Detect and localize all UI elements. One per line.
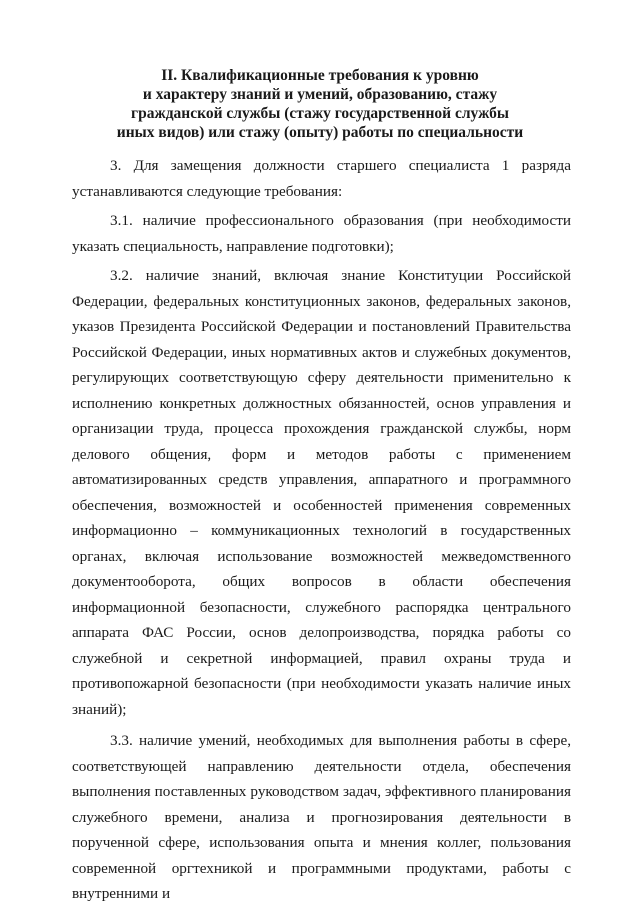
document-body [72,153,571,907]
paragraph-3-2: 3.2. наличие знаний, включая знание Конституции Российской Федерации, федеральных конституционных законов, федеральных законов, указов Президента Российской Федерации и постановлений Правительства Российской Федерации, иных нормативных актов и служебных документов, регулирующих соответствующую сферу деятельности применительно к исполнению конкретных должностных обязанностей, основ управления и организации труда, процесса прохождения гражданской службы, норм делового общения, форм и методов работы с применением автоматизированных средств управления, аппаратного и программного обеспечения, возможностей и особенностей применения современных информационно – коммуникационных технологий в государственных органах, включая использование возможностей межведомственного документооборота, общих вопросов в области обеспечения информационной безопасности, служебного распорядка центрального аппарата ФАС России, основ делопроизводства, порядка работы со служебной и секретной информацией, правил охраны труда и противопожарной безопасности (при необходимости указать наличие иных знаний); [72,267,571,718]
heading-line-2: и характеру знаний и умений, образованию, стажу [142,86,498,103]
heading-line-1: II. Квалификационные требования к уровню [161,67,479,84]
heading-line-4: иных видов) или стажу (опыту) работы по специальности [116,124,524,141]
heading-line-3: гражданской службы (стажу государственной службы [131,105,509,122]
paragraph-3: 3. Для замещения должности старшего специалиста 1 разряда устанавливаются следующие требования: [72,157,571,200]
section-heading [70,66,570,142]
paragraph-3-1: 3.1. наличие профессионального образования (при необходимости указать специальность, направление подготовки); [72,212,571,255]
paragraph-3-3: 3.3. наличие умений, необходимых для выполнения работы в сфере, соответствующей направлению деятельности отдела, обеспечения выполнения поставленных руководством задач, эффективного планирования служебного времени, анализа и прогнозирования деятельности в порученной сфере, использования опыта и мнения коллег, пользования современной оргтехникой и программными продуктами, работы с внутренними и [72,732,571,902]
